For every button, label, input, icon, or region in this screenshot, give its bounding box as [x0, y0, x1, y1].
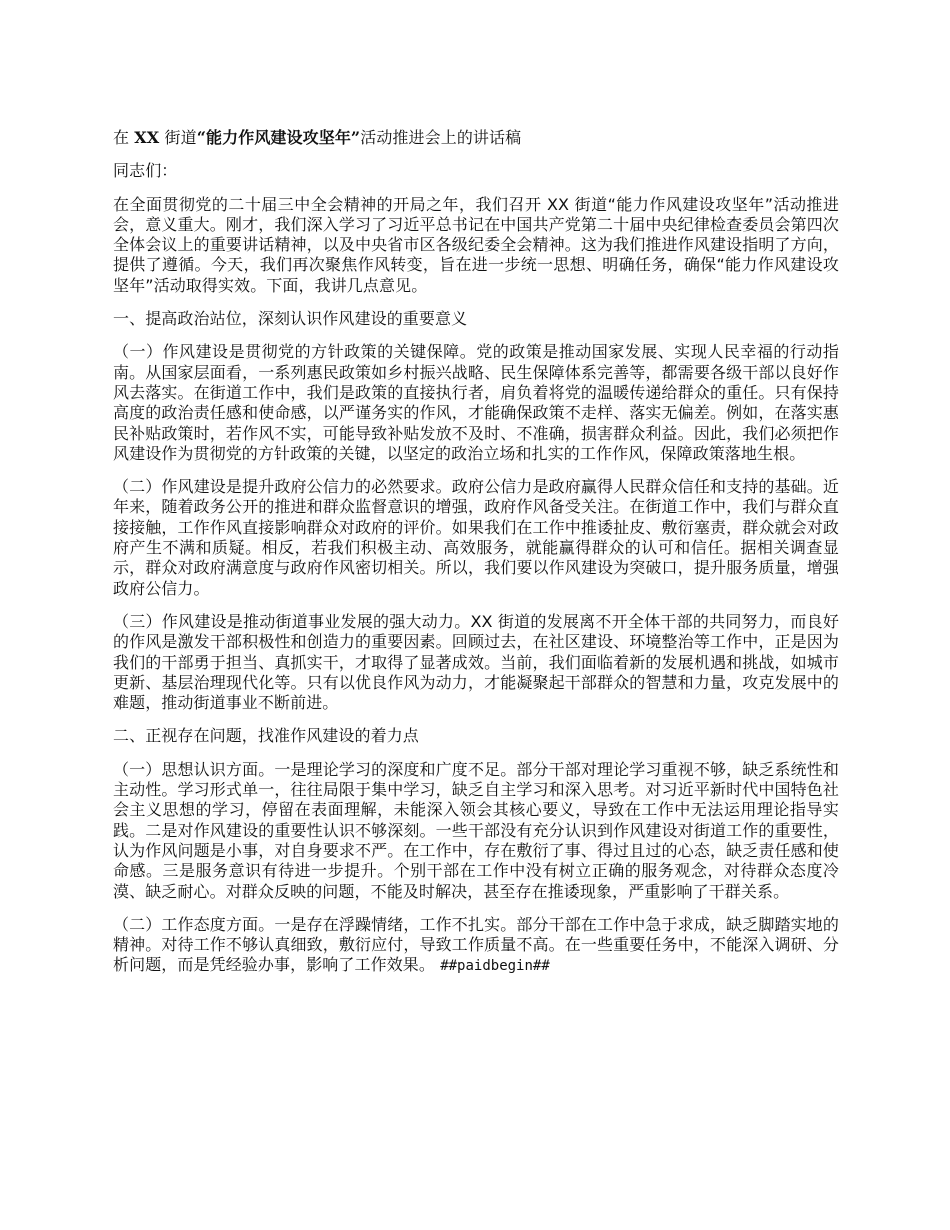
title-prefix: 在 [113, 128, 130, 147]
document-page [113, 128, 839, 990]
paid-begin-marker: ##paidbegin## [440, 958, 550, 975]
section-2-heading: 二、正视存在问题，找准作风建设的着力点 [113, 726, 419, 746]
title-quote: “能力作风建设攻坚年” [196, 128, 361, 147]
section-2-paragraph-2-text: （二）工作态度方面。一是存在浮躁情绪，工作不扎实。部分干部在工作中急于求成，缺乏脚踏实地的精神。对待工作不够认真细致，敷衍应付，导致工作质量不高。在一些重要任务中，不能深入调研、分析问题，而是凭经验办事，影响了工作效果。 [113, 914, 839, 975]
section-1-heading: 一、提高政治站位，深刻认识作风建设的重要意义 [113, 309, 468, 329]
section-1-paragraph-3: （三）作风建设是推动街道事业发展的强大动力。XX 街道的发展离不开全体干部的共同努力，而良好的作风是激发干部积极性和创造力的重要因素。回顾过去，在社区建设、环境整治等工作中，正是因为我们的干部勇于担当、真抓实干，才取得了显著成效。当前，我们面临着新的发展机遇和挑战，如城市更新、基层治理现代化等。只有以优良作风为动力，才能凝聚起干部群众的智慧和力量，攻克发展中的难题，推动街道事业不断前进。 [113, 611, 839, 713]
intro-paragraph: 在全面贯彻党的二十届三中全会精神的开局之年，我们召开 XX 街道“能力作风建设攻坚年”活动推进会，意义重大。刚才，我们深入学习了习近平总书记在中国共产党第二十届中央纪律检查委员会第四次全体会议上的重要讲话精神，以及中央省市区各级纪委全会精神。这为我们推进作风建设指明了方向，提供了遵循。今天，我们再次聚焦作风转变，旨在进一步统一思想、明确任务，确保“能力作风建设攻坚年”活动取得实效。下面，我讲几点意见。 [113, 194, 839, 295]
document-title [113, 128, 839, 148]
title-mid: 街道 [164, 128, 197, 147]
section-1-paragraph-1: （一）作风建设是贯彻党的方针政策的关键保障。党的政策是推动国家发展、实现人民幸福的行动指南。从国家层面看，一系列惠民政策如乡村振兴战略、民生保障体系完善等，都需要各级干部以良好作风去落实。在街道工作中，我们是政策的直接执行者，肩负着将党的温暖传递给群众的重任。只有保持高度的政治责任感和使命感，以严谨务实的作风，才能确保政策不走样、落实无偏差。例如，在落实惠民补贴政策时，若作风不实，可能导致补贴发放不及时、不准确，损害群众利益。因此，我们必须把作风建设作为贯彻党的方针政策的关键，以坚定的政治立场和扎实的工作作风，保障政策落地生根。 [113, 342, 839, 463]
title-suffix: 活动推进会上的讲话稿 [360, 128, 522, 147]
title-xx: XX [134, 128, 160, 147]
section-2-paragraph-1: （一）思想认识方面。一是理论学习的深度和广度不足。部分干部对理论学习重视不够，缺乏系统性和主动性。学习形式单一，往往局限于集中学习，缺乏自主学习和深入思考。对习近平新时代中国特色社会主义思想的学习，停留在表面理解，未能深入领会其核心要义，导致在工作中无法运用理论指导实践。二是对作风建设的重要性认识不够深刻。一些干部没有充分认识到作风建设对街道工作的重要性，认为作风问题是小事，对自身要求不严。在工作中，存在敷衍了事、得过且过的心态，缺乏责任感和使命感。三是服务意识有待进一步提升。个别干部在工作中没有树立正确的服务观念，对待群众态度冷漠、缺乏耐心。对群众反映的问题，不能及时解决，甚至存在推诿现象，严重影响了干群关系。 [113, 759, 839, 901]
salutation: 同志们： [113, 161, 178, 181]
section-1-paragraph-2: （二）作风建设是提升政府公信力的必然要求。政府公信力是政府赢得人民群众信任和支持的基础。近年来，随着政务公开的推进和群众监督意识的增强，政府作风备受关注。在街道工作中，我们与群众直接接触，工作作风直接影响群众对政府的评价。如果我们在工作中推诿扯皮、敷衍塞责，群众就会对政府产生不满和质疑。相反，若我们积极主动、高效服务，就能赢得群众的认可和信任。据相关调查显示，群众对政府满意度与政府作风密切相关。所以，我们要以作风建设为突破口，提升服务质量，增强政府公信力。 [113, 477, 839, 598]
section-2-paragraph-2 [113, 915, 839, 977]
